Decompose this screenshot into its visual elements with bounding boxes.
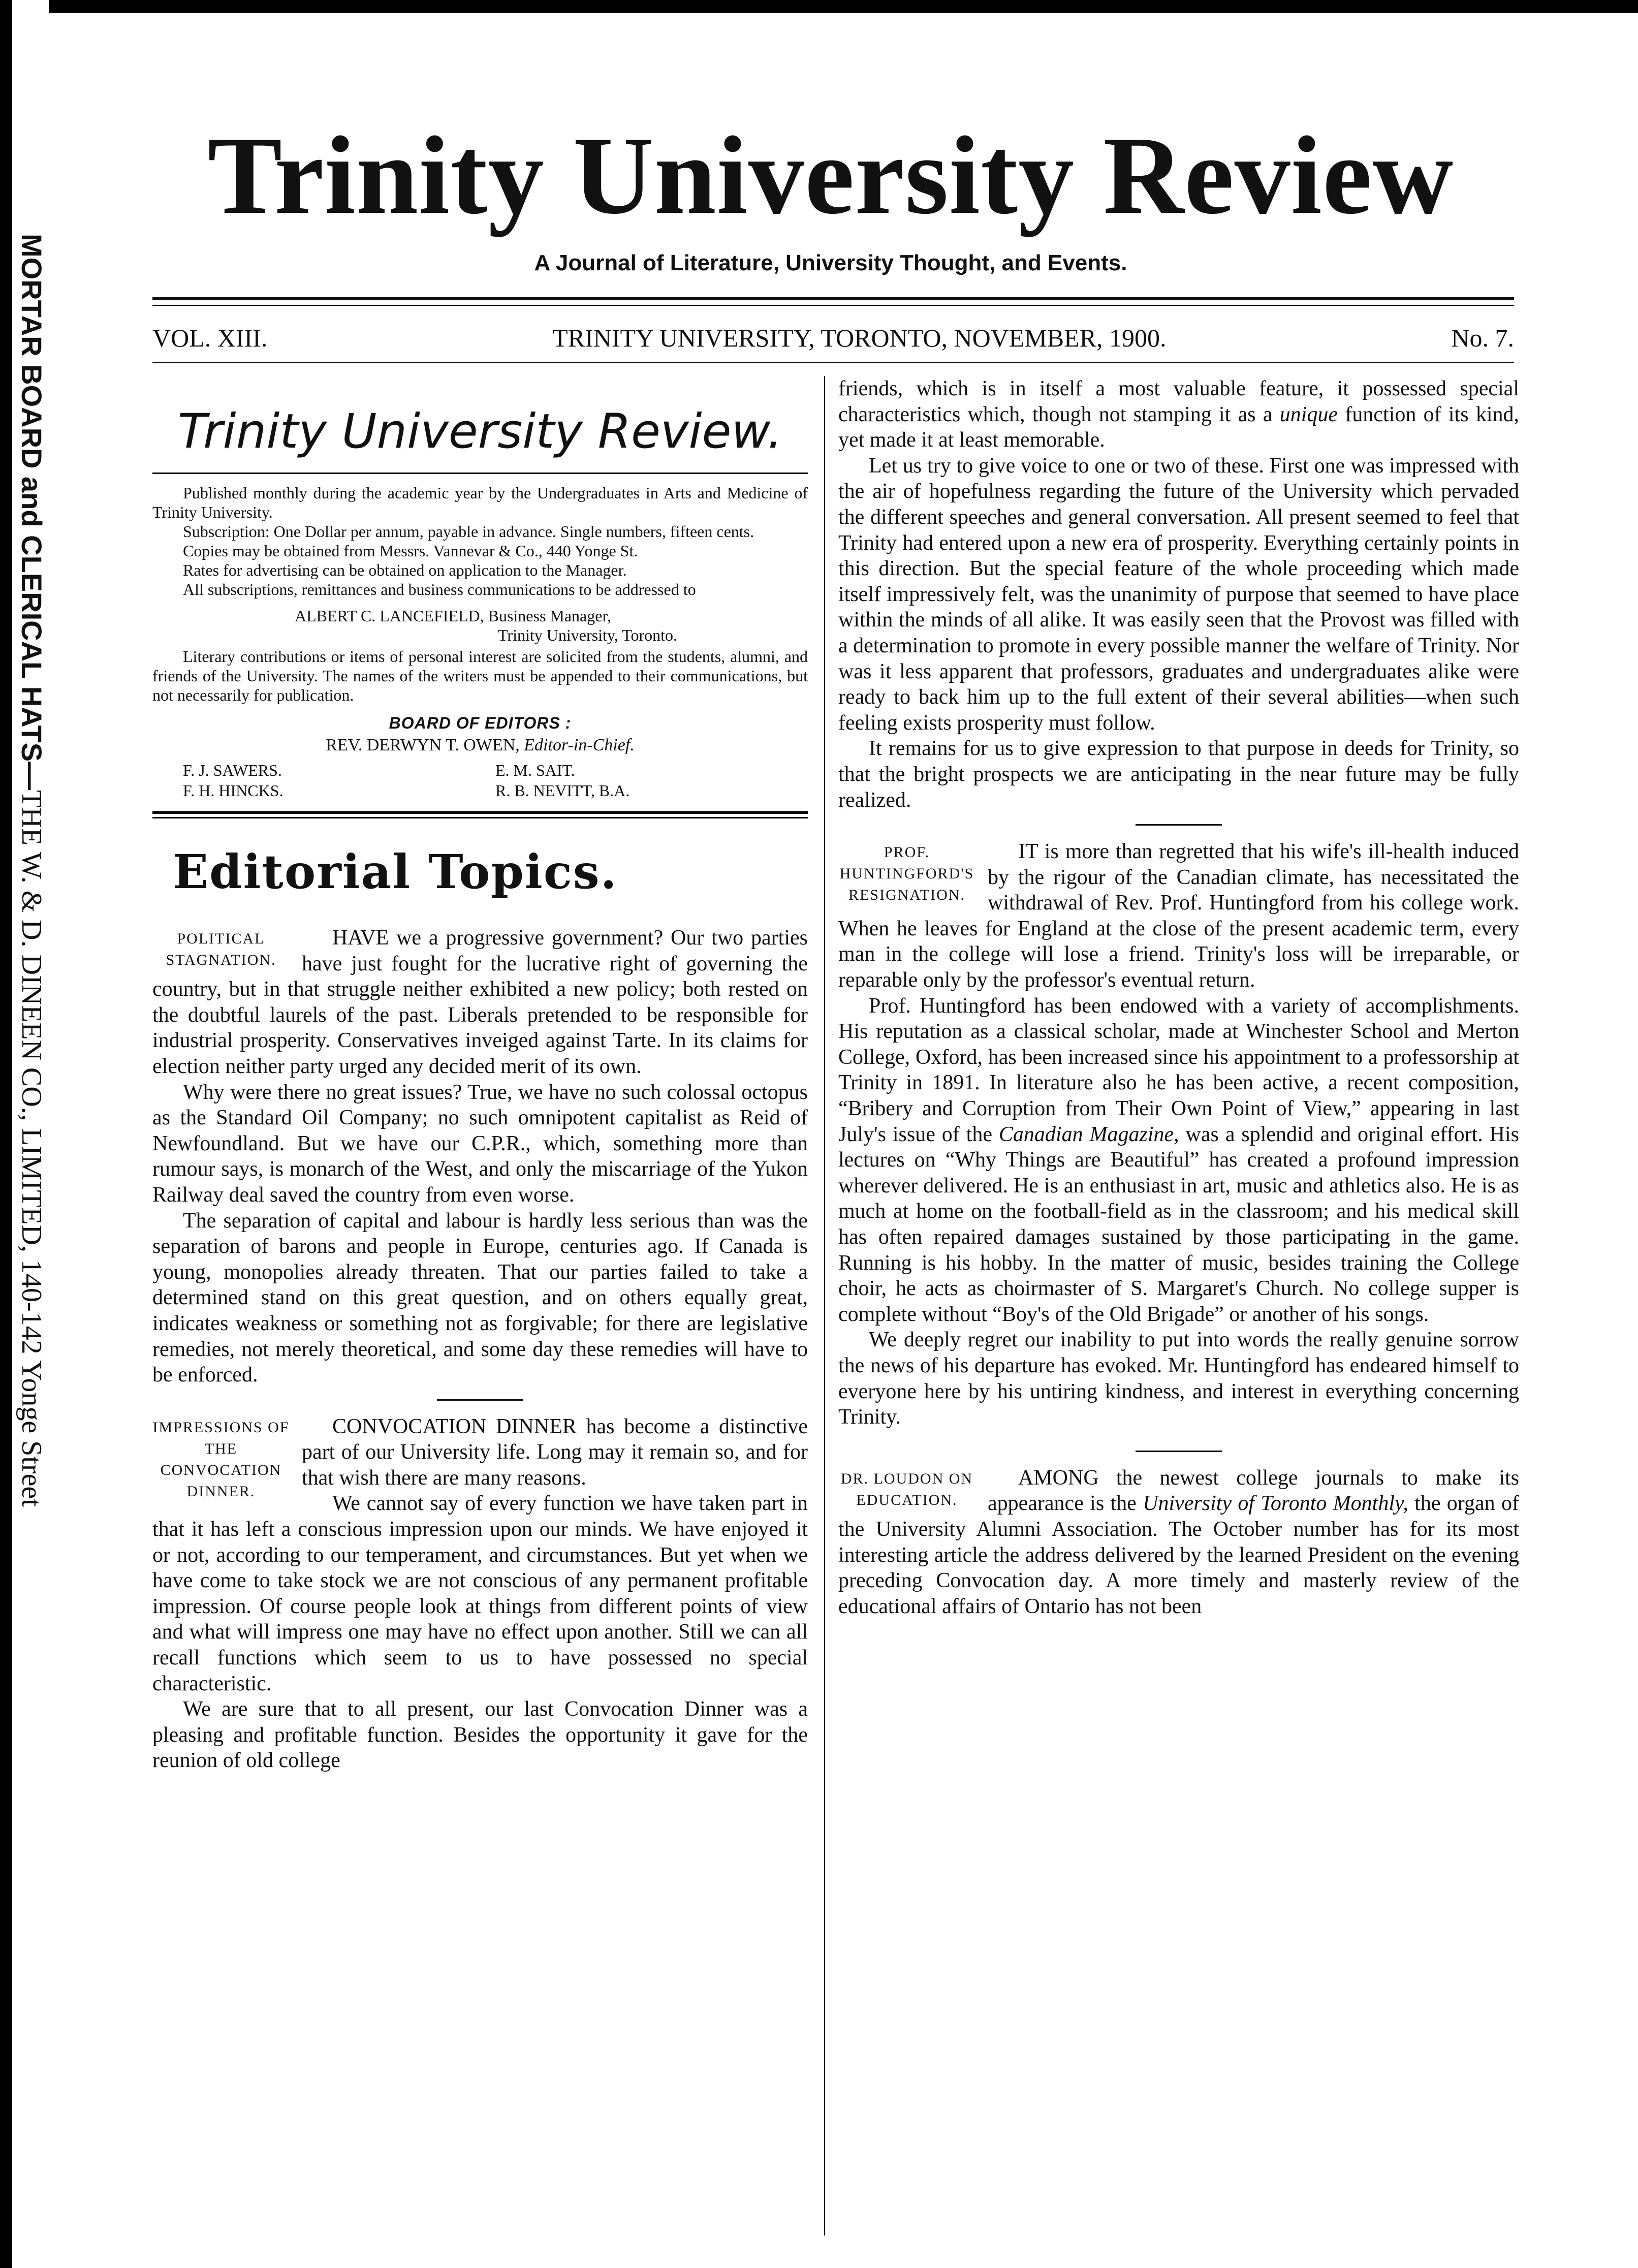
manager-name: ALBERT C. LANCEFIELD, Business Manager, xyxy=(295,607,611,625)
huntingford-heading: PROF. HUNTINGFORD'S RESIGNATION. xyxy=(839,844,974,904)
huntingford-section xyxy=(838,839,1519,1430)
masthead-rule-top xyxy=(152,297,1514,300)
column-divider xyxy=(824,376,825,2235)
issue-line xyxy=(152,320,1514,356)
masthead-subtitle: A Journal of Literature, University Thought, and Events. xyxy=(534,250,1127,275)
issue-number: No. 7. xyxy=(1451,324,1514,352)
section-divider xyxy=(437,1399,523,1401)
continued-paragraph xyxy=(838,376,1519,453)
huntingford-p2-text-a: Prof. Huntingford has been endowed with a variety of accomplishments. His reputation as a classical scholar, made at Winchester School and Merton College, Oxford, has been increased since his appointment to a professorship at Trinity in 1891. In literature also he has been active, a recent composition, “Bribery and Corruption from Their Own Point of View,” appearing in last July's issue of the xyxy=(838,994,1519,1146)
top-border xyxy=(0,0,1638,13)
info-address: All subscriptions, remittances and business communications to be addressed to xyxy=(183,580,696,598)
masthead-title: Trinity University Review xyxy=(207,113,1454,237)
side-advertisement-strip xyxy=(0,0,49,2268)
side-ad-hats: MORTAR BOARD and CLERICAL HATS— xyxy=(16,234,48,791)
info-box-bottom-rule xyxy=(152,811,808,818)
editor-name: F. J. SAWERS. xyxy=(183,761,282,779)
convocation-dinner-p2: We cannot say of every function we have taken part in that it has left a conscious impression upon our minds. We have enjoyed it or not, according to our temperament, and circumstances. But yet when we have come to take stock we are not conscious of any permanent profitable impression. Of course people look at things from different points of view and what will impress one may have no effect upon another. Still we can all recall functions which seem to us to have possessed no special characteristic. xyxy=(152,1492,808,1695)
info-copies: Copies may be obtained from Messrs. Vannevar & Co., 440 Yonge St. xyxy=(183,542,638,560)
side-ad-dineen: THE W. & D. DINEEN CO., LIMITED, 140-142 Yonge Street xyxy=(16,790,47,1507)
political-stagnation-p1: HAVE we a progressive government? Our two parties have just fought for the lucrative right of governing the country, but in that struggle neither exhibited a new policy; both rested on the doubtful laurels of the past. Liberals pretended to be responsible for industrial prosperity. Conservatives inveiged against Tarte. In its claims for election neither party urged any decided merit of its own. xyxy=(152,926,808,1078)
huntingford-p3: We deeply regret our inability to put into words the really genuine sorrow the news of his departure has evoked. Mr. Huntingford has endeared himself to everyone here by his untiring kindness, and interest in everything concerning Trinity. xyxy=(838,1328,1519,1429)
convocation-dinner-continued xyxy=(838,376,1519,813)
expression-paragraph: It remains for us to give expression to that purpose in deeds for Trinity, so that the bright prospects we are anticipating in the near future may be fully realized. xyxy=(838,737,1519,812)
info-box xyxy=(152,483,808,599)
loudon-text-b: the organ of the University Alumni Association. The October number has for its most interesting article the address delivered by the learned President on the evening preceding Convocation day. A more timely and masterly review of the educational affairs of Ontario has not been xyxy=(838,1492,1519,1618)
masthead-rule-bottom xyxy=(152,362,1514,363)
editorial-heading: Editorial Topics. xyxy=(173,844,618,899)
editor-in-chief-name: REV. DERWYN T. OWEN, xyxy=(326,736,520,754)
convocation-dinner-heading: IMPRESSIONS OF THE CONVOCATION DINNER. xyxy=(152,1419,290,1500)
info-publication: Published monthly during the academic year by the Undergraduates in Arts and Medicine of Trinity University. xyxy=(152,484,808,521)
manager-address: Trinity University, Toronto. xyxy=(498,626,678,644)
volume-number: VOL. XIII. xyxy=(152,324,268,352)
convocation-dinner-p1: CONVOCATION DINNER has become a distinctive part of our University life. Long may it remain so, and for that wish there are many reasons. xyxy=(302,1414,808,1490)
political-stagnation-heading: POLITICAL STAGNATION. xyxy=(166,930,276,968)
loudon-heading: DR. LOUDON ON EDUCATION. xyxy=(840,1470,973,1508)
place-date: TRINITY UNIVERSITY, TORONTO, NOVEMBER, 1900. xyxy=(552,324,1167,352)
editor-name: E. M. SAIT. xyxy=(495,761,575,779)
canadian-magazine-title: Canadian Magazine, xyxy=(998,1122,1179,1146)
political-stagnation-p3: The separation of capital and labour is hardly less serious than was the separation of barons and people in Europe, centuries ago. If Canada is young, monopolies already threaten. That our parties failed to take a determined stand on this great question, and on others equally great, indicates weakness or something not as forgivable; for there are legislative remedies, not merely theoretical, and some day these remedies will have to be enforced. xyxy=(152,1209,808,1387)
editor-in-chief xyxy=(152,736,808,755)
info-contributions: Literary contributions or items of personal interest are solicited from the students, alumni, and friends of the University. The names of the writers must be appended to their communications, but not necessarily for publication. xyxy=(152,647,808,704)
loudon-section xyxy=(838,1465,1519,1620)
side-advertisement xyxy=(15,234,48,2235)
info-contributions-block xyxy=(152,647,808,705)
editor-name: F. H. HINCKS. xyxy=(183,781,284,800)
loudon-text-a: AMONG the newest college journals to make its appearance is the xyxy=(988,1466,1519,1516)
info-rates: Rates for advertising can be obtained on application to the Manager. xyxy=(183,561,627,579)
political-stagnation-p2: Why were there no great issues? True, we have no such colossal octopus as the Standard Oil Company; no such omnipotent capitalist as Reid of Newfoundland. But we have our C.P.R., which, something more than rumour says, is monarch of the West, and only the miscarriage of the Yukon Railway deal saved the country from even worse. xyxy=(152,1080,808,1207)
continued-text-b: function of its kind, yet made it at least memorable. xyxy=(838,402,1520,452)
huntingford-p1: IT is more than regretted that his wife's ill-health induced by the rigour of the Canadian climate, has necessitated the withdrawal of Rev. Prof. Huntingford from his college work. When he leaves for England at the close of the present academic term, every man in the college will lose a friend. Trinity's loss will be irreparable, or reparable only by the professor's eventual return. xyxy=(838,840,1519,992)
hopefulness-paragraph: Let us try to give voice to one or two of these. First one was impressed with the air of hopefulness regarding the future of the University which pervaded the different speeches and general conversation. All present seemed to feel that Trinity had entered upon a new era of prosperity. Everything certainly points in this direction. But the special feature of the whole proceeding which made itself impressively felt, was the unanimity of purpose that seemed to have place within the minds of all alike. It was easily seen that the Provost was filled with a determination to promote in every possible manner the welfare of Trinity. Nor was it less apparent that professors, graduates and undergraduates alike were ready to back him up to the full extent of their several abilities—when such feeling exists prosperity must follow. xyxy=(838,454,1519,735)
huntingford-p2-text-b: was a splendid and original effort. His lectures on “Why Things are Beautiful” has created a profound impression wherever delivered. He is an enthusiast in art, music and athletics also. He is as much at home on the football-field as in the classroom; and his medical skill has often repaired damages sustained by those participating in the game. Running is his hobby. In the matter of music, besides training the College choir, he acts as choirmaster of S. Margaret's Church. No college supper is complete without “Boy's of the Old Brigade” or another of his songs. xyxy=(838,1122,1520,1326)
section-divider xyxy=(1136,824,1222,826)
board-heading: BOARD OF EDITORS : xyxy=(389,714,572,732)
continued-text-a: friends, which is in itself a most valuable feature, it possessed special characteristics which, though not stamping it as a xyxy=(838,377,1519,426)
business-manager xyxy=(152,606,808,645)
editors-list xyxy=(152,760,808,801)
continued-emphasis: unique xyxy=(1279,402,1338,426)
right-column xyxy=(838,376,1519,1619)
info-subscription: Subscription: One Dollar per annum, payable in advance. Single numbers, fifteen cents. xyxy=(183,522,754,541)
left-column xyxy=(152,376,808,1774)
huntingford-p2 xyxy=(838,993,1519,1328)
masthead-rule-top-thin xyxy=(152,305,1514,306)
political-stagnation-section xyxy=(152,925,808,1388)
convocation-dinner-p3: We are sure that to all present, our last Convocation Dinner was a pleasing and profitable function. Besides the opportunity it gave for the reunion of old college xyxy=(152,1697,808,1773)
convocation-dinner-section xyxy=(152,1414,808,1774)
editor-in-chief-role: Editor-in-Chief. xyxy=(524,736,635,754)
university-monthly-title: University of Toronto Monthly, xyxy=(1143,1492,1408,1516)
info-box-title: Trinity University Review. xyxy=(177,404,783,459)
editor-name: R. B. NEVITT, B.A. xyxy=(495,781,630,800)
binding-edge xyxy=(0,0,12,2268)
section-divider xyxy=(1136,1451,1222,1452)
info-box-rule xyxy=(152,472,808,474)
